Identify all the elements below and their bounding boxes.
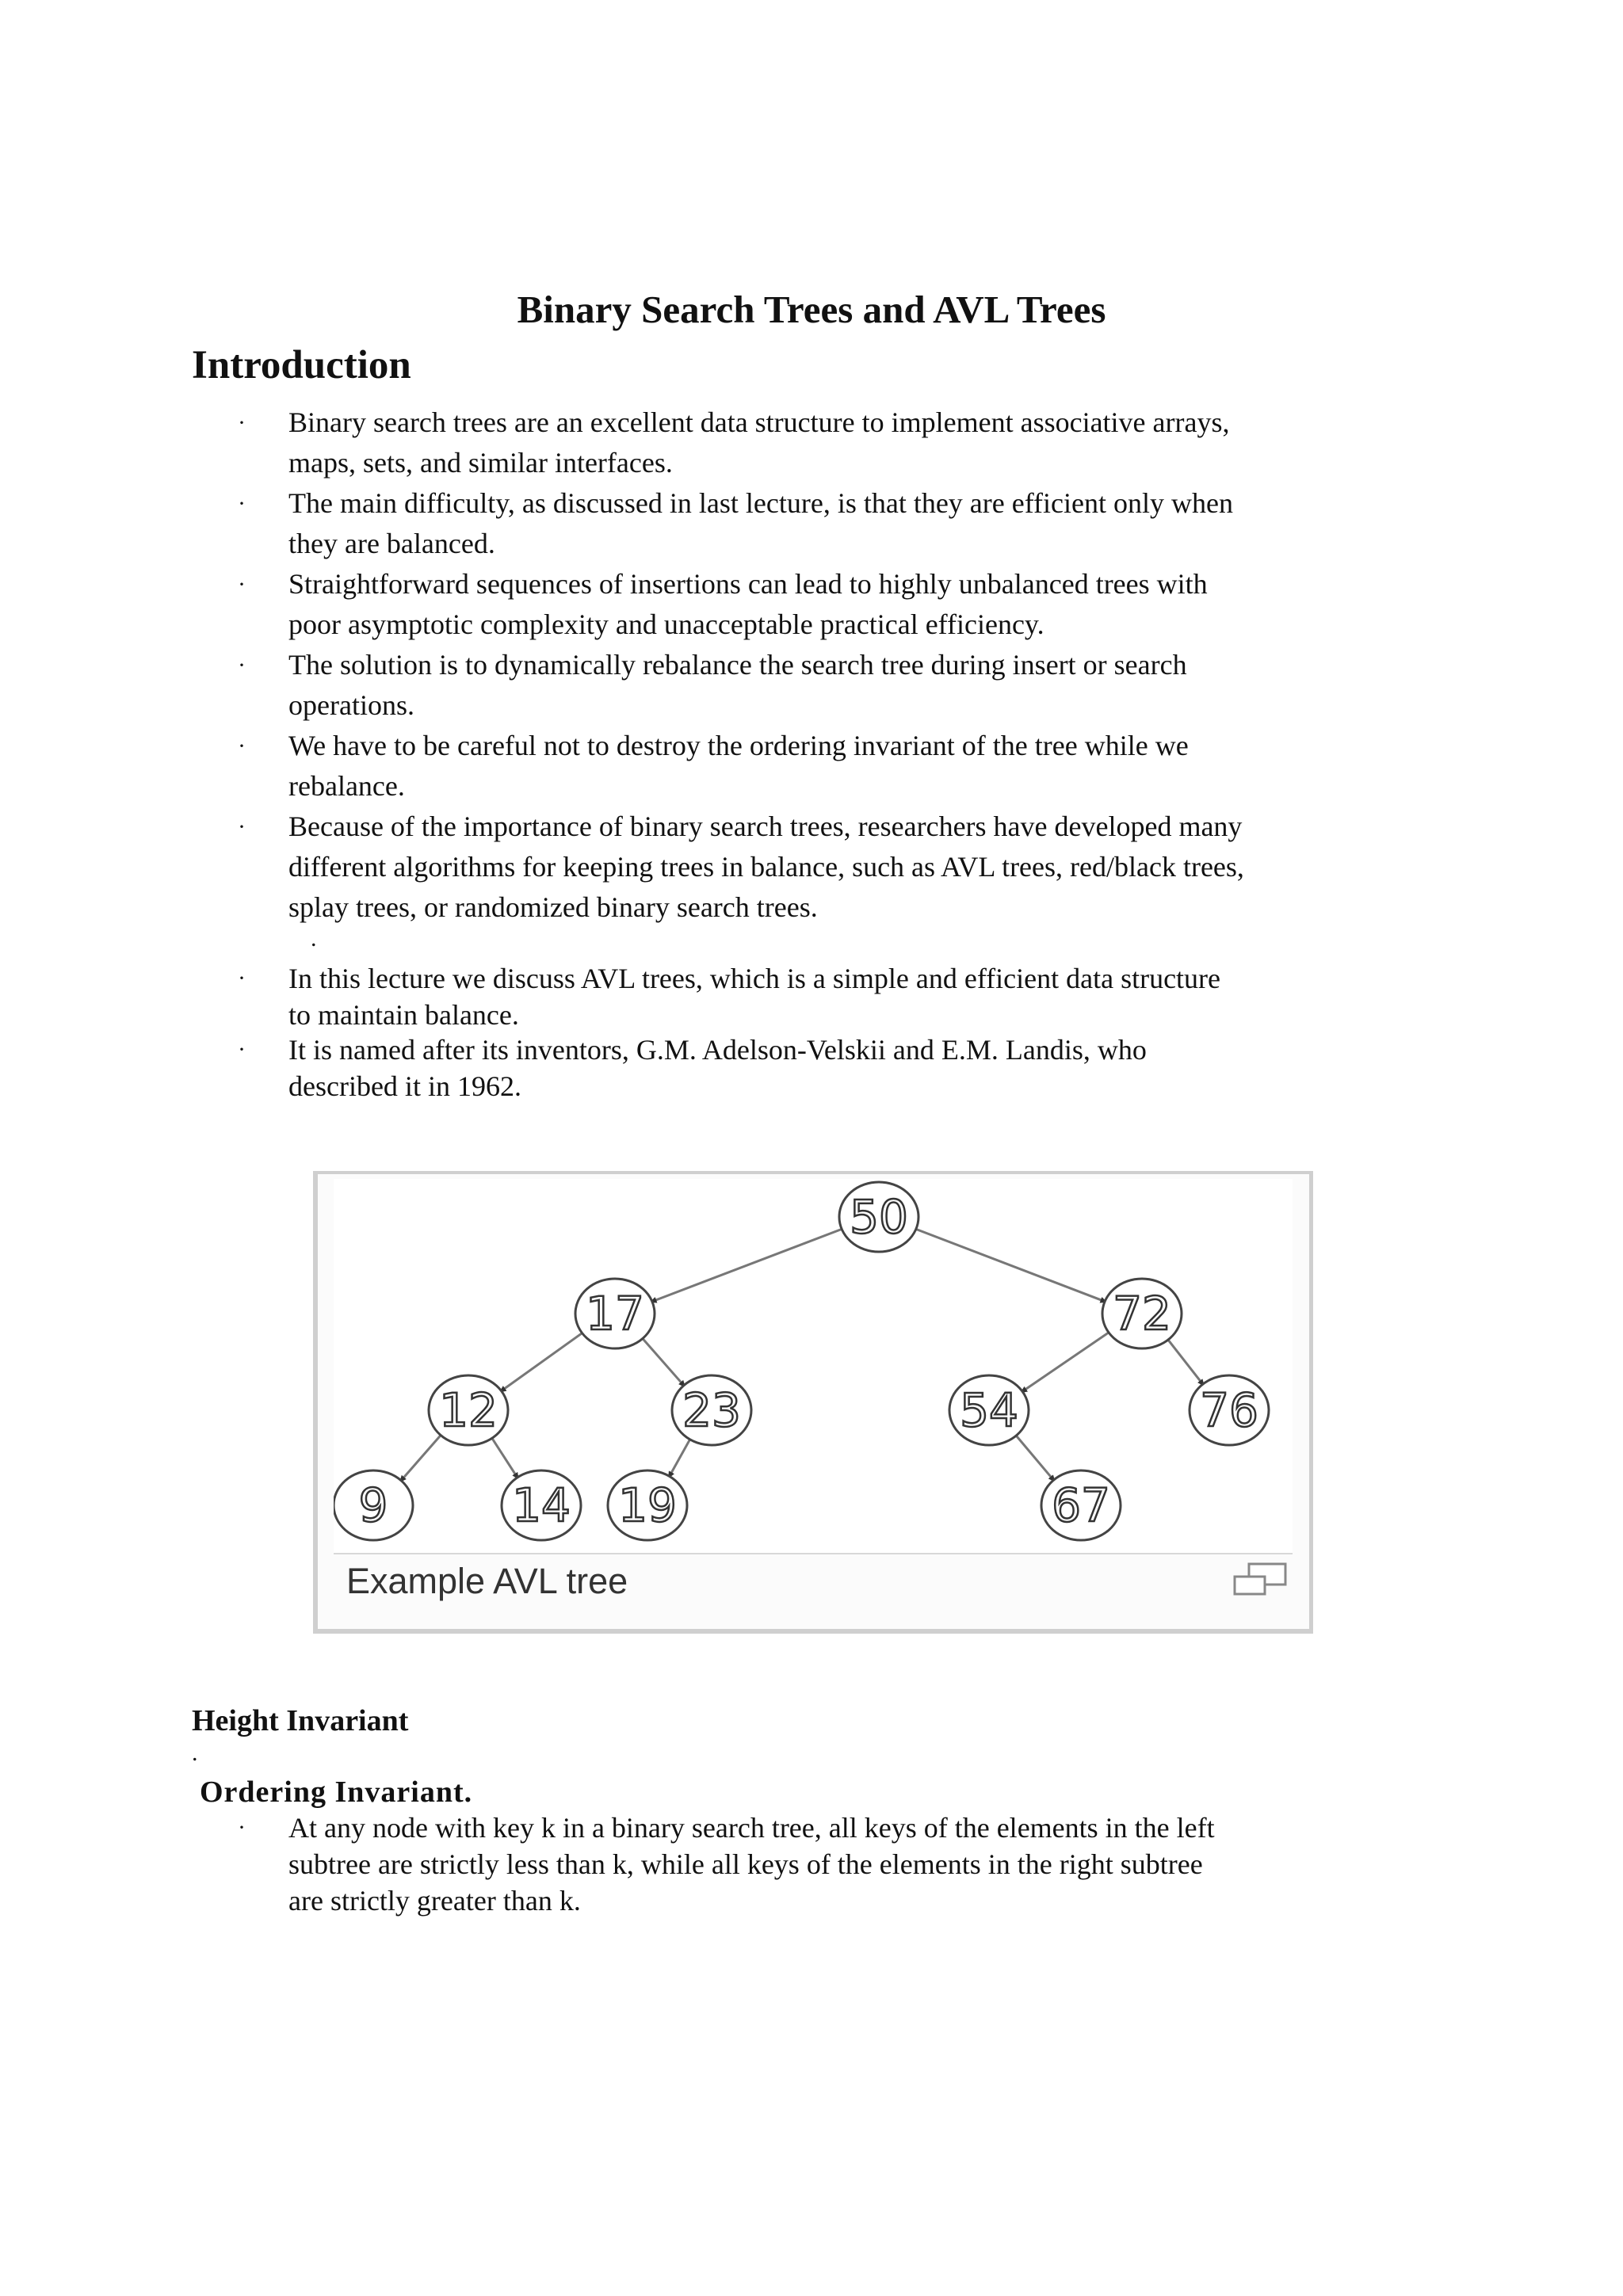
bullet-line: they are balanced.	[288, 528, 495, 559]
tree-node-9	[334, 1470, 413, 1540]
bullet-marker: ·	[238, 410, 246, 436]
tree-edge-50-17	[651, 1228, 846, 1302]
bullet-marker: ·	[238, 1036, 246, 1062]
tree-node-23	[672, 1375, 751, 1445]
tree-node-label: 76	[1200, 1383, 1258, 1437]
tree-node-label: 12	[439, 1383, 498, 1437]
introduction-heading: Introduction	[192, 343, 411, 387]
tree-node-label: 14	[512, 1478, 571, 1532]
tree-edges	[400, 1228, 1205, 1482]
tree-node-label: 50	[850, 1190, 908, 1244]
bullet-marker: ·	[238, 814, 246, 840]
bullet-line: operations.	[288, 689, 414, 721]
bullet-line: rebalance.	[288, 770, 405, 802]
bullet-marker: ·	[238, 571, 246, 597]
tree-node-50	[839, 1182, 918, 1252]
bullet-line: splay trees, or randomized binary search trees.	[288, 891, 818, 923]
tree-node-19	[608, 1470, 687, 1540]
ordering-invariant-heading: Ordering Invariant.	[200, 1775, 473, 1809]
tree-edge-17-12	[500, 1331, 586, 1392]
bullet-line: At any node with key k in a binary search tree, all keys of the elements in the left	[288, 1812, 1215, 1844]
tree-edge-12-9	[400, 1432, 444, 1482]
tree-node-12	[429, 1375, 508, 1445]
bullet-marker: ·	[238, 965, 246, 991]
bullet-marker: ·	[238, 733, 246, 759]
bullet-line: Binary search trees are an excellent data structure to implement associative arrays,	[288, 406, 1230, 438]
height-invariant-heading: Height Invariant	[192, 1704, 409, 1737]
bullet-line: Straightforward sequences of insertions can lead to highly unbalanced trees with	[288, 568, 1208, 600]
tree-edge-54-67	[1014, 1432, 1055, 1481]
tree-edge-50-72	[912, 1228, 1106, 1302]
tree-node-label: 67	[1052, 1478, 1110, 1532]
height-invariant-dot: .	[192, 1740, 198, 1766]
bullet-line: We have to be careful not to destroy the ordering invariant of the tree while we	[288, 730, 1189, 761]
bullet-line: The solution is to dynamically rebalance the search tree during insert or search	[288, 649, 1187, 681]
avl-tree-figure	[313, 1171, 1313, 1634]
stray-dot: .	[311, 925, 317, 952]
tree-edge-17-23	[640, 1336, 685, 1386]
bullet-line: described it in 1962.	[288, 1070, 521, 1102]
bullet-line: different algorithms for keeping trees in balance, such as AVL trees, red/black trees,	[288, 851, 1244, 883]
bullet-marker: ·	[238, 490, 246, 517]
tree-node-14	[502, 1470, 581, 1540]
bullet-line: subtree are strictly less than k, while all keys of the elements in the right subtree	[288, 1848, 1203, 1880]
tree-edge-12-14	[490, 1435, 518, 1478]
bullet-marker: ·	[238, 1814, 246, 1840]
bullet-line: poor asymptotic complexity and unacceptable practical efficiency.	[288, 608, 1044, 640]
bullet-line: are strictly greater than k.	[288, 1885, 581, 1917]
tree-node-76	[1190, 1375, 1269, 1445]
tree-nodes	[334, 1182, 1269, 1540]
bullet-marker: ·	[238, 652, 246, 678]
bullet-line: It is named after its inventors, G.M. Adelson-Velskii and E.M. Landis, who	[288, 1034, 1147, 1066]
tree-node-17	[575, 1279, 655, 1348]
figure-caption: Example AVL tree	[346, 1561, 628, 1601]
avl-tree-svg	[334, 1179, 1293, 1553]
tree-node-label: 19	[618, 1478, 677, 1532]
bullet-line: to maintain balance.	[288, 999, 519, 1031]
tree-node-label: 9	[358, 1478, 388, 1532]
tree-edge-72-54	[1021, 1330, 1112, 1393]
bullet-line: In this lecture we discuss AVL trees, which is a simple and efficient data structure	[288, 963, 1221, 994]
bullet-line: The main difficulty, as discussed in last lecture, is that they are efficient only when	[288, 487, 1233, 519]
tree-node-72	[1102, 1279, 1182, 1348]
tree-edge-23-19	[669, 1436, 692, 1478]
avl-tree-diagram	[334, 1179, 1293, 1554]
bullet-line: maps, sets, and similar interfaces.	[288, 447, 673, 479]
bullet-line: Because of the importance of binary search trees, researchers have developed many	[288, 810, 1243, 842]
tree-node-label: 17	[586, 1287, 644, 1341]
document-title: Binary Search Trees and AVL Trees	[517, 288, 1106, 331]
tree-node-67	[1041, 1470, 1121, 1540]
enlarge-icon[interactable]	[1232, 1562, 1289, 1601]
tree-edge-72-76	[1166, 1337, 1204, 1386]
tree-node-54	[949, 1375, 1029, 1445]
tree-node-label: 23	[682, 1383, 741, 1437]
tree-node-label: 54	[960, 1383, 1018, 1437]
tree-node-label: 72	[1113, 1287, 1171, 1341]
